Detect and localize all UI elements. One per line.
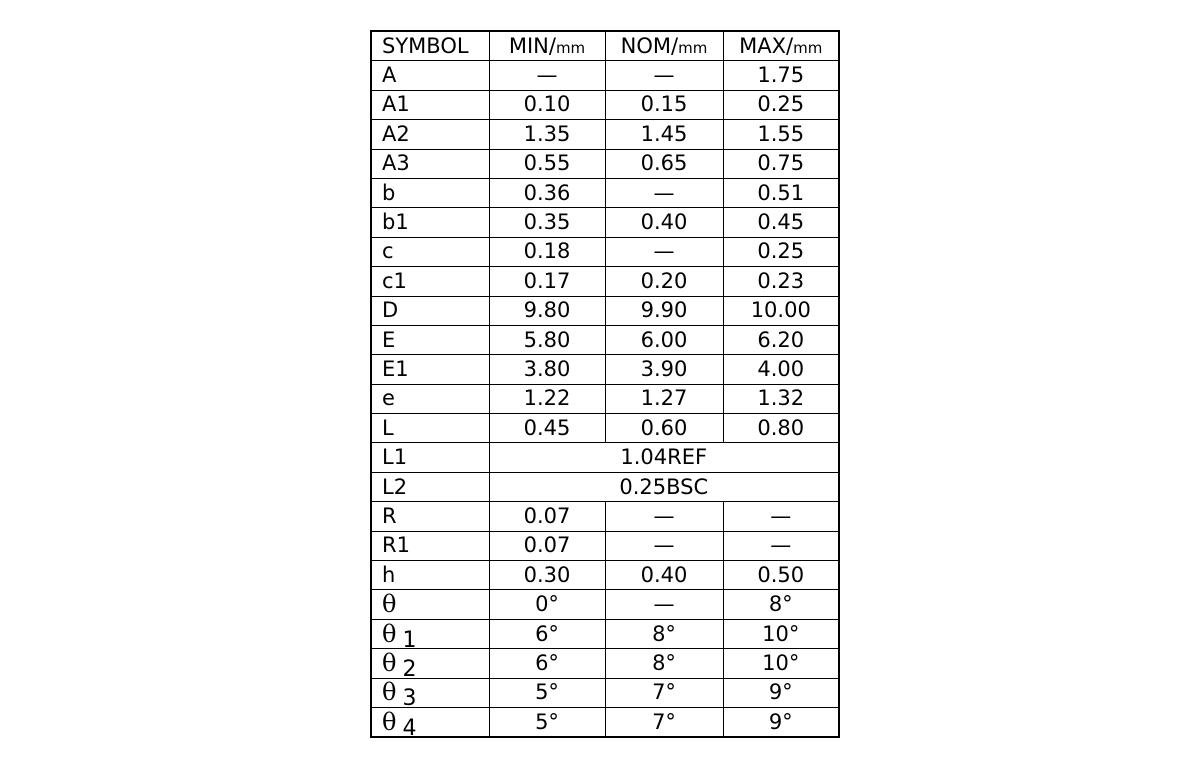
table-row [371,414,839,443]
max-cell: 0.75 [723,149,839,178]
max-cell: 10.00 [723,296,839,325]
nom-cell: 7° [605,707,723,737]
symbol-cell: L1 [371,443,489,472]
min-cell: 1.22 [489,384,605,413]
symbol-cell: D [371,296,489,325]
min-cell: 0.18 [489,237,605,266]
max-cell: 0.25 [723,90,839,119]
max-cell: 0.45 [723,208,839,237]
min-cell: 0.07 [489,502,605,531]
symbol-cell: b1 [371,208,489,237]
symbol-cell: A [371,61,489,90]
symbol-cell: L [371,414,489,443]
symbol-cell [371,678,489,707]
theta-subscript: 3 [402,686,417,708]
nom-cell: 8° [605,649,723,678]
table-row [371,120,839,149]
symbol-cell: c1 [371,267,489,296]
table-row [371,90,839,119]
table-row [371,267,839,296]
symbol-cell: b [371,178,489,207]
symbol-cell: A3 [371,149,489,178]
theta-subscript: 4 [402,715,417,738]
nom-cell: 0.40 [605,208,723,237]
nom-cell: 0.15 [605,90,723,119]
symbol-cell: A1 [371,90,489,119]
table-row [371,178,839,207]
min-cell: 5° [489,707,605,737]
nom-cell: 9.90 [605,296,723,325]
min-cell: 0.07 [489,531,605,560]
symbol-cell [371,590,489,619]
table-row [371,707,839,737]
nom-cell: 0.40 [605,561,723,590]
nom-cell: 1.27 [605,384,723,413]
min-cell: 6° [489,619,605,648]
table-row [371,296,839,325]
max-cell: 4.00 [723,355,839,384]
table-row [371,649,839,678]
nom-cell: — [605,61,723,90]
max-cell: 0.23 [723,267,839,296]
theta-subscript: 1 [402,627,417,649]
theta-symbol: θ [382,648,397,677]
spanned-value-cell: 1.04REF [489,443,839,472]
table-row [371,325,839,354]
header-nom-unit: mm [678,38,708,57]
theta-symbol: θ [382,619,397,648]
min-cell: 0.36 [489,178,605,207]
table-row [371,531,839,560]
theta-subscript: 2 [402,656,417,679]
table-row [371,61,839,90]
max-cell: 1.32 [723,384,839,413]
max-cell: 0.25 [723,237,839,266]
min-cell: 0° [489,590,605,619]
min-cell: 3.80 [489,355,605,384]
max-cell: 0.80 [723,414,839,443]
nom-cell: 0.20 [605,267,723,296]
nom-cell: 0.65 [605,149,723,178]
nom-cell: — [605,178,723,207]
table-row [371,355,839,384]
min-cell: 6° [489,649,605,678]
max-cell: — [723,531,839,560]
min-cell: 0.30 [489,561,605,590]
min-cell: — [489,61,605,90]
header-symbol: SYMBOL [371,31,489,61]
min-cell: 9.80 [489,296,605,325]
table-row [371,208,839,237]
max-cell: 10° [723,649,839,678]
nom-cell: — [605,502,723,531]
table-row [371,619,839,648]
max-cell: 6.20 [723,325,839,354]
table-row [371,561,839,590]
max-cell: 8° [723,590,839,619]
min-cell: 0.17 [489,267,605,296]
symbol-cell: A2 [371,120,489,149]
table-row [371,472,839,501]
table-row [371,590,839,619]
symbol-cell: c [371,237,489,266]
symbol-cell: R [371,502,489,531]
table-row [371,149,839,178]
header-min-unit: mm [555,38,586,57]
symbol-cell: e [371,384,489,413]
header-max: MAX/mm [723,31,839,61]
min-cell: 5° [489,678,605,707]
min-cell: 0.55 [489,149,605,178]
symbol-cell: R1 [371,531,489,560]
header-min: MIN/mm [489,31,605,61]
table-row [371,678,839,707]
table-row [371,443,839,472]
table-row [371,502,839,531]
min-cell: 0.10 [489,90,605,119]
nom-cell: — [605,590,723,619]
nom-cell: 6.00 [605,325,723,354]
max-cell: 9° [723,678,839,707]
max-cell: 0.50 [723,561,839,590]
symbol-cell [371,619,489,648]
min-cell: 1.35 [489,120,605,149]
max-cell: 1.55 [723,120,839,149]
min-cell: 0.45 [489,414,605,443]
dimension-table [370,30,840,738]
nom-cell: — [605,237,723,266]
nom-cell: — [605,531,723,560]
header-nom: NOM/mm [605,31,723,61]
theta-symbol: θ [382,707,397,736]
header-row [371,31,839,61]
nom-cell: 7° [605,678,723,707]
table-row [371,237,839,266]
nom-cell: 3.90 [605,355,723,384]
table-row [371,384,839,413]
max-cell: 9° [723,707,839,737]
header-max-unit: mm [793,38,823,57]
max-cell: 0.51 [723,178,839,207]
max-cell: 1.75 [723,61,839,90]
symbol-cell: L2 [371,472,489,501]
max-cell: 10° [723,619,839,648]
spanned-value-cell: 0.25BSC [489,472,839,501]
max-cell: — [723,502,839,531]
theta-symbol: θ [382,678,397,707]
min-cell: 0.35 [489,208,605,237]
min-cell: 5.80 [489,325,605,354]
symbol-cell [371,649,489,678]
symbol-cell: E [371,325,489,354]
symbol-cell: E1 [371,355,489,384]
nom-cell: 8° [605,619,723,648]
symbol-cell [371,707,489,737]
symbol-cell: h [371,561,489,590]
nom-cell: 1.45 [605,120,723,149]
nom-cell: 0.60 [605,414,723,443]
theta-symbol: θ [382,590,397,619]
